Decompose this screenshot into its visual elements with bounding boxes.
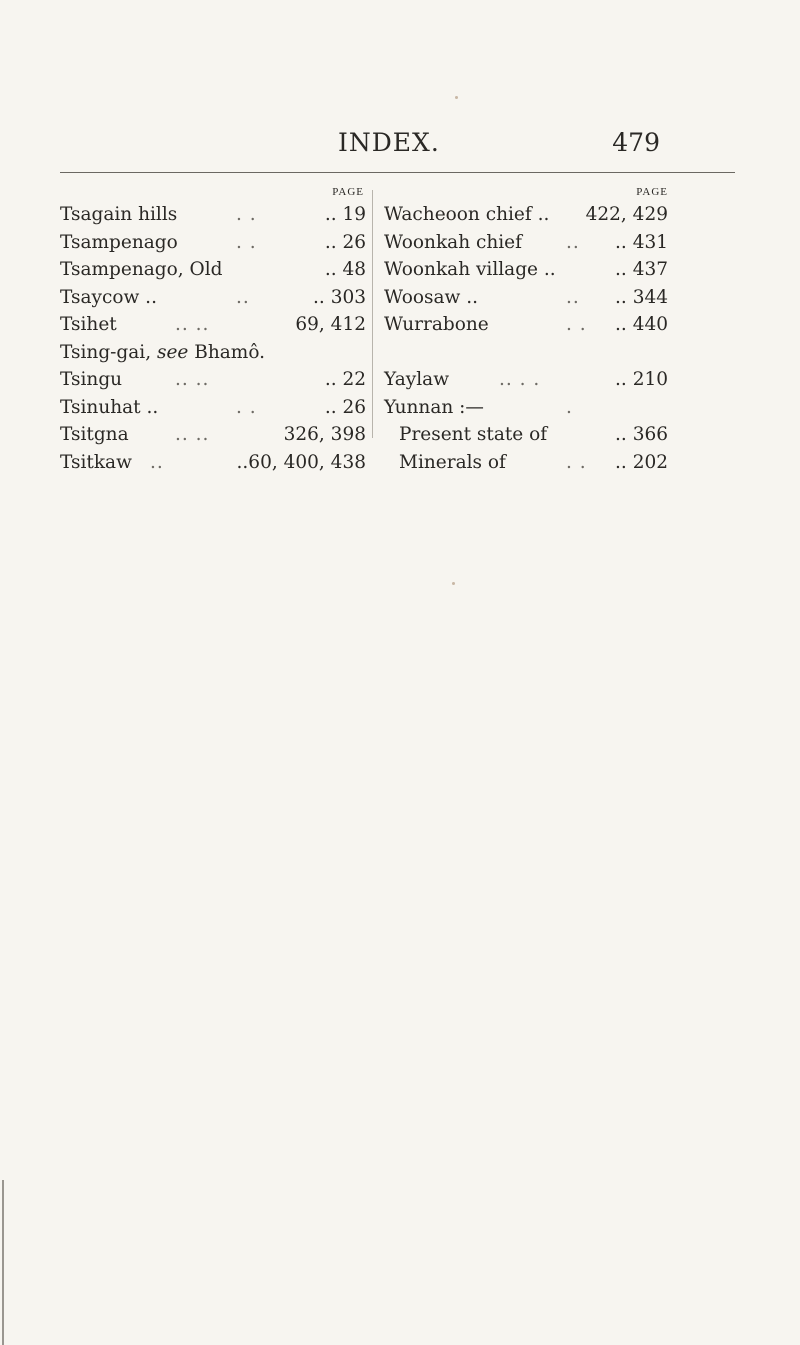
index-entry (384, 314, 668, 342)
leader-dots: .. (566, 286, 580, 308)
index-entry (60, 259, 366, 287)
entry-pages: .. 303 (313, 286, 366, 308)
page-header (0, 128, 800, 160)
leader-dots: .. (150, 451, 164, 473)
index-entry (60, 397, 366, 425)
index-entry (384, 204, 668, 232)
entry-pages: ..60, 400, 438 (236, 451, 366, 473)
page-title: INDEX. (338, 128, 440, 157)
see-reference: see (156, 341, 189, 363)
entry-term: Tsing-gai, see Bhamô. (60, 341, 266, 363)
index-entry (60, 232, 366, 260)
leader-dots: . . (236, 204, 257, 225)
entry-term: Tsihet (60, 314, 117, 335)
leader-dots: . (566, 396, 573, 418)
entry-pages: .. 431 (615, 231, 668, 253)
index-entry (60, 314, 366, 342)
index-entry (384, 259, 668, 287)
index-subentry (384, 452, 668, 480)
leader-dots: .. .. (175, 369, 210, 390)
entry-term: Present state of (399, 424, 548, 445)
entry-term: Tsagain hills (60, 204, 178, 225)
leader-dots: .. .. (175, 424, 210, 445)
leader-dots: .. . . (499, 369, 541, 390)
entry-pages: 326, 398 (283, 424, 366, 445)
entry-term: Wacheoon chief .. (384, 204, 550, 225)
entry-pages: .. 440 (615, 314, 668, 335)
header-rule (60, 172, 735, 173)
entry-term: Tsaycow .. (60, 286, 157, 308)
index-column-left (60, 186, 366, 479)
index-column-right (384, 186, 668, 479)
entry-term: Yunnan :— (384, 396, 484, 418)
index-entry (60, 452, 366, 480)
entry-pages: .. 366 (615, 424, 668, 445)
entry-term: Tsampenago (60, 231, 178, 253)
entry-pages: .. 437 (615, 259, 668, 280)
index-entry (384, 369, 668, 397)
leader-dots: .. (566, 231, 580, 253)
entry-pages: 422, 429 (585, 204, 668, 225)
paper-speck (452, 582, 455, 585)
entry-pages: .. 344 (615, 286, 668, 308)
entry-pages: .. 26 (324, 231, 366, 253)
page-column-heading: PAGE (636, 186, 668, 198)
entry-term: Tsingu (60, 369, 123, 390)
index-subentry (384, 424, 668, 452)
leader-dots: . . (566, 451, 587, 473)
entry-term: Woonkah chief (384, 231, 522, 253)
column-divider (372, 190, 373, 438)
index-entry (384, 397, 668, 425)
paper-speck (455, 96, 458, 99)
entry-term: Woonkah village .. (384, 259, 556, 280)
entry-term: Woosaw .. (384, 286, 479, 308)
leader-dots: . . (236, 231, 257, 253)
index-entry (60, 424, 366, 452)
entry-pages: 69, 412 (295, 314, 366, 335)
entry-pages: .. 48 (324, 259, 366, 280)
index-entry-spacer (384, 342, 668, 370)
index-entry (384, 287, 668, 315)
index-entry (384, 232, 668, 260)
entry-pages: .. 210 (615, 369, 668, 390)
entry-pages: .. 202 (615, 451, 668, 473)
leader-dots: .. (236, 286, 250, 308)
index-entry (60, 342, 366, 370)
leader-dots: .. .. (175, 314, 210, 335)
page-edge-shadow (2, 1180, 4, 1345)
entry-term: Tsitgna (60, 424, 129, 445)
leader-dots: . . (236, 396, 257, 418)
entry-term: Yaylaw (384, 369, 450, 390)
entry-pages: .. 22 (324, 369, 366, 390)
entry-term: Tsitkaw (60, 451, 132, 473)
page-column-heading: PAGE (332, 186, 364, 198)
leader-dots: . . (566, 314, 587, 335)
index-entry (60, 369, 366, 397)
entry-pages: .. 19 (324, 204, 366, 225)
entry-pages: .. 26 (324, 396, 366, 418)
entry-term: Tsampenago, Old (60, 259, 223, 280)
page-number: 479 (612, 128, 660, 157)
entry-term: Wurrabone (384, 314, 489, 335)
entry-term: Tsinuhat .. (60, 396, 159, 418)
index-entry (60, 204, 366, 232)
entry-term: Minerals of (399, 451, 506, 473)
index-entry (60, 287, 366, 315)
